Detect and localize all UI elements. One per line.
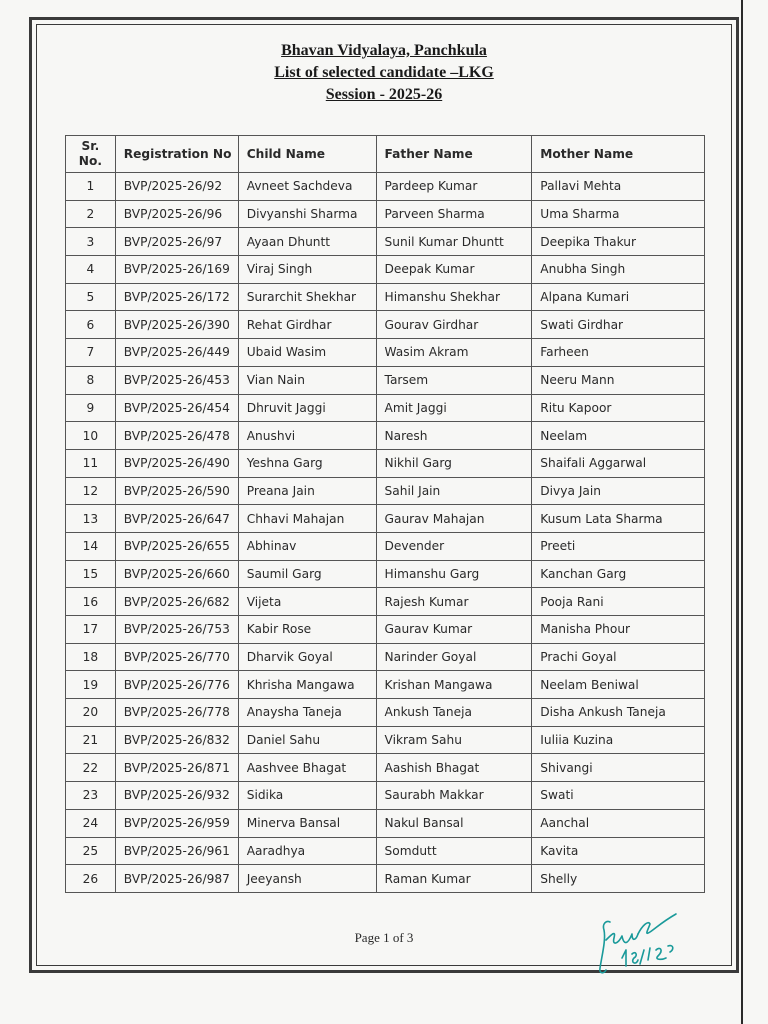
cell-registration-no: BVP/2025-26/490: [115, 449, 238, 477]
cell-mother-name: Neelam Beniwal: [532, 671, 705, 699]
cell-father-name: Sahil Jain: [376, 477, 532, 505]
table-row: [66, 311, 705, 339]
cell-father-name: Gourav Girdhar: [376, 311, 532, 339]
table-row: [66, 339, 705, 367]
cell-sr-no: 21: [66, 726, 116, 754]
cell-father-name: Gaurav Kumar: [376, 616, 532, 644]
table-row: [66, 366, 705, 394]
cell-father-name: Krishan Mangawa: [376, 671, 532, 699]
cell-mother-name: Ritu Kapoor: [532, 394, 705, 422]
cell-mother-name: Alpana Kumari: [532, 283, 705, 311]
cell-child-name: Preana Jain: [238, 477, 376, 505]
cell-sr-no: 20: [66, 699, 116, 727]
cell-father-name: Somdutt: [376, 837, 532, 865]
cell-father-name: Naresh: [376, 422, 532, 450]
cell-registration-no: BVP/2025-26/871: [115, 754, 238, 782]
table-row: [66, 726, 705, 754]
cell-child-name: Khrisha Mangawa: [238, 671, 376, 699]
cell-child-name: Aaradhya: [238, 837, 376, 865]
cell-mother-name: Preeti: [532, 532, 705, 560]
table-row: [66, 256, 705, 284]
cell-mother-name: Shaifali Aggarwal: [532, 449, 705, 477]
signature-image: [592, 900, 682, 980]
table-row: [66, 283, 705, 311]
cell-child-name: Saumil Garg: [238, 560, 376, 588]
cell-child-name: Chhavi Mahajan: [238, 505, 376, 533]
cell-father-name: Himanshu Shekhar: [376, 283, 532, 311]
cell-father-name: Amit Jaggi: [376, 394, 532, 422]
cell-mother-name: Uma Sharma: [532, 200, 705, 228]
cell-sr-no: 13: [66, 505, 116, 533]
cell-mother-name: Disha Ankush Taneja: [532, 699, 705, 727]
cell-registration-no: BVP/2025-26/778: [115, 699, 238, 727]
cell-registration-no: BVP/2025-26/961: [115, 837, 238, 865]
cell-sr-no: 12: [66, 477, 116, 505]
cell-father-name: Narinder Goyal: [376, 643, 532, 671]
cell-registration-no: BVP/2025-26/453: [115, 366, 238, 394]
cell-mother-name: Iuliia Kuzina: [532, 726, 705, 754]
cell-father-name: Nikhil Garg: [376, 449, 532, 477]
cell-child-name: Yeshna Garg: [238, 449, 376, 477]
cell-child-name: Rehat Girdhar: [238, 311, 376, 339]
cell-registration-no: BVP/2025-26/959: [115, 809, 238, 837]
cell-mother-name: Pooja Rani: [532, 588, 705, 616]
cell-registration-no: BVP/2025-26/390: [115, 311, 238, 339]
cell-registration-no: BVP/2025-26/932: [115, 782, 238, 810]
cell-sr-no: 1: [66, 173, 116, 201]
cell-child-name: Abhinav: [238, 532, 376, 560]
cell-registration-no: BVP/2025-26/682: [115, 588, 238, 616]
column-header-mother-name: Mother Name: [532, 136, 705, 173]
cell-registration-no: BVP/2025-26/478: [115, 422, 238, 450]
table-body: [66, 173, 705, 893]
cell-sr-no: 4: [66, 256, 116, 284]
school-name: Bhavan Vidyalaya, Panchkula: [281, 42, 487, 59]
cell-child-name: Avneet Sachdeva: [238, 173, 376, 201]
cell-registration-no: BVP/2025-26/92: [115, 173, 238, 201]
table-row: [66, 505, 705, 533]
candidates-table: [65, 135, 705, 893]
cell-mother-name: Shivangi: [532, 754, 705, 782]
cell-father-name: Ankush Taneja: [376, 699, 532, 727]
document-header: [0, 40, 768, 106]
cell-registration-no: BVP/2025-26/647: [115, 505, 238, 533]
cell-mother-name: Aanchal: [532, 809, 705, 837]
cell-sr-no: 10: [66, 422, 116, 450]
cell-mother-name: Divya Jain: [532, 477, 705, 505]
table-row: [66, 837, 705, 865]
cell-child-name: Dhruvit Jaggi: [238, 394, 376, 422]
table-row: [66, 671, 705, 699]
table-row: [66, 865, 705, 893]
cell-sr-no: 19: [66, 671, 116, 699]
cell-mother-name: Farheen: [532, 339, 705, 367]
cell-father-name: Sunil Kumar Dhuntt: [376, 228, 532, 256]
cell-sr-no: 15: [66, 560, 116, 588]
table-row: [66, 560, 705, 588]
cell-child-name: Aashvee Bhagat: [238, 754, 376, 782]
table-row: [66, 173, 705, 201]
table-row: [66, 588, 705, 616]
cell-sr-no: 3: [66, 228, 116, 256]
cell-registration-no: BVP/2025-26/449: [115, 339, 238, 367]
table-row: [66, 699, 705, 727]
cell-father-name: Rajesh Kumar: [376, 588, 532, 616]
cell-sr-no: 2: [66, 200, 116, 228]
cell-mother-name: Swati Girdhar: [532, 311, 705, 339]
cell-registration-no: BVP/2025-26/96: [115, 200, 238, 228]
cell-registration-no: BVP/2025-26/97: [115, 228, 238, 256]
cell-registration-no: BVP/2025-26/770: [115, 643, 238, 671]
cell-child-name: Kabir Rose: [238, 616, 376, 644]
column-header-father-name: Father Name: [376, 136, 532, 173]
cell-registration-no: BVP/2025-26/169: [115, 256, 238, 284]
table-row: [66, 643, 705, 671]
cell-sr-no: 9: [66, 394, 116, 422]
cell-child-name: Vijeta: [238, 588, 376, 616]
cell-father-name: Gaurav Mahajan: [376, 505, 532, 533]
cell-father-name: Raman Kumar: [376, 865, 532, 893]
table-row: [66, 228, 705, 256]
cell-father-name: Saurabh Makkar: [376, 782, 532, 810]
cell-child-name: Minerva Bansal: [238, 809, 376, 837]
table-row: [66, 449, 705, 477]
cell-registration-no: BVP/2025-26/590: [115, 477, 238, 505]
page-edge-line: [741, 0, 743, 1024]
table-row: [66, 782, 705, 810]
cell-mother-name: Kanchan Garg: [532, 560, 705, 588]
cell-mother-name: Anubha Singh: [532, 256, 705, 284]
cell-mother-name: Kavita: [532, 837, 705, 865]
cell-mother-name: Swati: [532, 782, 705, 810]
table-row: [66, 200, 705, 228]
cell-child-name: Divyanshi Sharma: [238, 200, 376, 228]
column-header-sr-no: Sr. No.: [66, 136, 116, 173]
list-title: List of selected candidate –LKG: [274, 64, 494, 81]
column-header-child-name: Child Name: [238, 136, 376, 173]
cell-sr-no: 14: [66, 532, 116, 560]
cell-child-name: Anaysha Taneja: [238, 699, 376, 727]
cell-mother-name: Deepika Thakur: [532, 228, 705, 256]
cell-father-name: Parveen Sharma: [376, 200, 532, 228]
cell-registration-no: BVP/2025-26/753: [115, 616, 238, 644]
cell-sr-no: 22: [66, 754, 116, 782]
session-label: Session - 2025-26: [325, 86, 443, 103]
cell-mother-name: Neeru Mann: [532, 366, 705, 394]
cell-child-name: Daniel Sahu: [238, 726, 376, 754]
cell-child-name: Anushvi: [238, 422, 376, 450]
cell-child-name: Ayaan Dhuntt: [238, 228, 376, 256]
cell-child-name: Dharvik Goyal: [238, 643, 376, 671]
table-header-row: [66, 136, 705, 173]
cell-mother-name: Shelly: [532, 865, 705, 893]
table-row: [66, 809, 705, 837]
cell-father-name: Devender: [376, 532, 532, 560]
table-row: [66, 616, 705, 644]
cell-father-name: Pardeep Kumar: [376, 173, 532, 201]
cell-sr-no: 8: [66, 366, 116, 394]
cell-child-name: Jeeyansh: [238, 865, 376, 893]
cell-child-name: Sidika: [238, 782, 376, 810]
cell-mother-name: Prachi Goyal: [532, 643, 705, 671]
table-row: [66, 477, 705, 505]
table-row: [66, 394, 705, 422]
table-row: [66, 532, 705, 560]
cell-father-name: Wasim Akram: [376, 339, 532, 367]
cell-sr-no: 11: [66, 449, 116, 477]
cell-mother-name: Kusum Lata Sharma: [532, 505, 705, 533]
cell-registration-no: BVP/2025-26/776: [115, 671, 238, 699]
table-row: [66, 422, 705, 450]
cell-registration-no: BVP/2025-26/987: [115, 865, 238, 893]
cell-sr-no: 6: [66, 311, 116, 339]
cell-child-name: Surarchit Shekhar: [238, 283, 376, 311]
cell-child-name: Viraj Singh: [238, 256, 376, 284]
cell-sr-no: 25: [66, 837, 116, 865]
cell-registration-no: BVP/2025-26/454: [115, 394, 238, 422]
cell-father-name: Himanshu Garg: [376, 560, 532, 588]
cell-sr-no: 16: [66, 588, 116, 616]
cell-registration-no: BVP/2025-26/655: [115, 532, 238, 560]
cell-sr-no: 18: [66, 643, 116, 671]
table-row: [66, 754, 705, 782]
cell-sr-no: 26: [66, 865, 116, 893]
cell-father-name: Tarsem: [376, 366, 532, 394]
cell-registration-no: BVP/2025-26/832: [115, 726, 238, 754]
cell-child-name: Vian Nain: [238, 366, 376, 394]
page-number: Page 1 of 3: [354, 930, 414, 945]
cell-sr-no: 24: [66, 809, 116, 837]
cell-registration-no: BVP/2025-26/660: [115, 560, 238, 588]
cell-mother-name: Pallavi Mehta: [532, 173, 705, 201]
column-header-registration-no: Registration No: [115, 136, 238, 173]
cell-registration-no: BVP/2025-26/172: [115, 283, 238, 311]
cell-sr-no: 7: [66, 339, 116, 367]
cell-sr-no: 17: [66, 616, 116, 644]
cell-father-name: Deepak Kumar: [376, 256, 532, 284]
cell-father-name: Nakul Bansal: [376, 809, 532, 837]
cell-child-name: Ubaid Wasim: [238, 339, 376, 367]
cell-sr-no: 5: [66, 283, 116, 311]
cell-father-name: Vikram Sahu: [376, 726, 532, 754]
cell-mother-name: Neelam: [532, 422, 705, 450]
cell-sr-no: 23: [66, 782, 116, 810]
cell-mother-name: Manisha Phour: [532, 616, 705, 644]
cell-father-name: Aashish Bhagat: [376, 754, 532, 782]
